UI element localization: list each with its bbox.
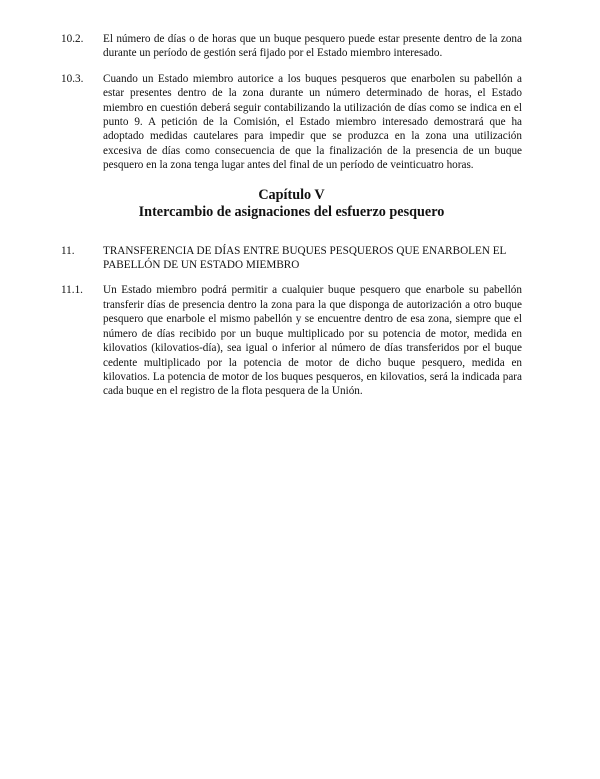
section-heading-text: TRANSFERENCIA DE DÍAS ENTRE BUQUES PESQUEROS QUE ENARBOLEN EL PABELLÓN DE UN ESTADO MIEMBRO: [103, 244, 506, 272]
paragraph-number: 11.1.: [61, 284, 83, 297]
paragraph-number: 10.3.: [61, 72, 84, 85]
paragraph-10-3: [61, 72, 522, 173]
chapter-heading: [61, 187, 522, 222]
paragraph-text: Un Estado miembro podrá permitir a cualquier buque pesquero que enarbole su pabellón transferir días de presencia dentro la zona para la que disponga de autorización a otro buque pesquero que enarbole el mismo pabellón y se encuentre dentro de esa zona, siempre que el número de días recibido por un buque multiplicado por su potencia de motor, medida en kilovatios (kilovatios-día), sea igual o inferior al número de días transferidos por el buque cedente multiplicado por la potencia de motor de dicho buque pesquero, medida en kilovatios. La potencia de motor de los buques pesqueros, en kilovatios, será la indicada para cada buque en el registro de la flota pesquera de la Unión.: [103, 284, 522, 398]
chapter-title: Capítulo V: [258, 186, 325, 203]
paragraph-10-2: [61, 32, 522, 61]
paragraph-number: 10.2.: [61, 33, 84, 45]
paragraph-number: 11.: [61, 244, 75, 257]
paragraph-text: El número de días o de horas que un buque pesquero puede estar presente dentro de la zona durante un período de gestión será fijado por el Estado miembro interesado.: [103, 33, 522, 60]
paragraph-11: [61, 244, 522, 273]
paragraph-text: Cuando un Estado miembro autorice a los buques pesqueros que enarbolen su pabellón a estar presentes dentro de la zona durante un número determinado de horas, el Estado miembro en cuestión deberá seguir contabilizando la utilización de días como se indica en el punto 9. A petición de la Comisión, el Estado miembro interesado demostrará que ha adoptado medidas cautelares para impedir que se produzca en la zona una utilización excesiva de días como consecuencia de que la finalización de la presencia de un buque pesquero en la zona tenga lugar antes del final de un período de veinticuatro horas.: [103, 72, 522, 172]
chapter-subtitle: Intercambio de asignaciones del esfuerzo pesquero: [138, 204, 445, 221]
paragraph-11-1: [61, 283, 522, 398]
